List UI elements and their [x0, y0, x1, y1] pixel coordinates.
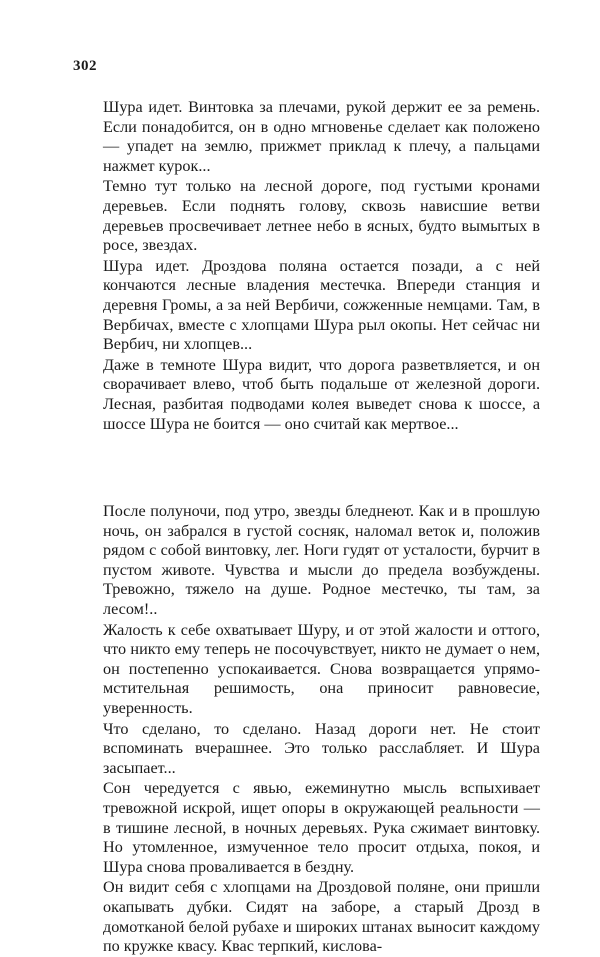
section-break [103, 434, 540, 502]
paragraph: Жалость к себе охватывает Шуру, и от этой жалости и оттого, что никто ему теперь не посочувствует, никто не думает о нем, он постепенно успокаивается. Снова возвращается упрямо-мстительная решимость, она приносит равновесие, уверенность. [103, 620, 540, 718]
paragraph: После полуночи, под утро, звезды бледнеют. Как и в прошлую ночь, он забрался в густой сосняк, наломал веток и, положив рядом с собой винтовку, лег. Ноги гудят от усталости, бурчит в пустом животе. Чувства и мысли до предела возбуждены. Тревожно, тяжело на душе. Родное местечко, ты там, за лесом!.. [103, 502, 540, 619]
section-2 [103, 502, 540, 957]
paragraph: Шура идет. Дроздова поляна остается позади, а с ней кончаются лесные владения местечка. Впереди станция и деревня Громы, а за ней Вербичи, сожженные немцами. Там, в Вербичах, вместе с хлопцами Шура рыл окопы. Нет сейчас ни Вербич, ни хлопцев... [103, 256, 540, 354]
paragraph: Он видит себя с хлопцами на Дроздовой поляне, они пришли окапывать дубки. Сидят на заборе, а старый Дрозд в домотканой белой рубахе и широких штанах выносит каждому по кружке квасу. Квас терпкий, кислова- [103, 878, 540, 956]
paragraph: Шура идет. Винтовка за плечами, рукой держит ее за ремень. Если понадобится, он в одно мгновенье сделает как положено — упадет на землю, прижмет приклад к плечу, а пальцами нажмет курок... [103, 98, 540, 175]
text-body [103, 98, 540, 957]
paragraph: Что сделано, то сделано. Назад дороги нет. Не стоит вспоминать вчерашнее. Это только расслабляет. И Шура засыпает... [103, 719, 540, 777]
paragraph: Сон чередуется с явью, ежеминутно мысль вспыхивает тревожной искрой, ищет опоры в окружающей реальности — в тишине лесной, в ночных деревьях. Рука сжимает винтовку. Но утомленное, измученное тело просит отдыха, покоя, и Шура снова проваливается в бездну. [103, 779, 540, 876]
page-number: 302 [73, 58, 97, 74]
paragraph: Даже в темноте Шура видит, что дорога разветвляется, и он сворачивает влево, чтоб быть подальше от железной дороги. Лесная, разбитая подводами колея выведет снова к шоссе, а шоссе Шура не боится — оно считай как мертвое... [103, 355, 540, 433]
paragraph: Темно тут только на лесной дороге, под густыми кронами деревьев. Если поднять голову, сквозь нависшие ветви деревьев просвечивает летнее небо в ясных, будто вымытых в росе, звездах. [103, 177, 540, 255]
section-1 [103, 98, 540, 434]
